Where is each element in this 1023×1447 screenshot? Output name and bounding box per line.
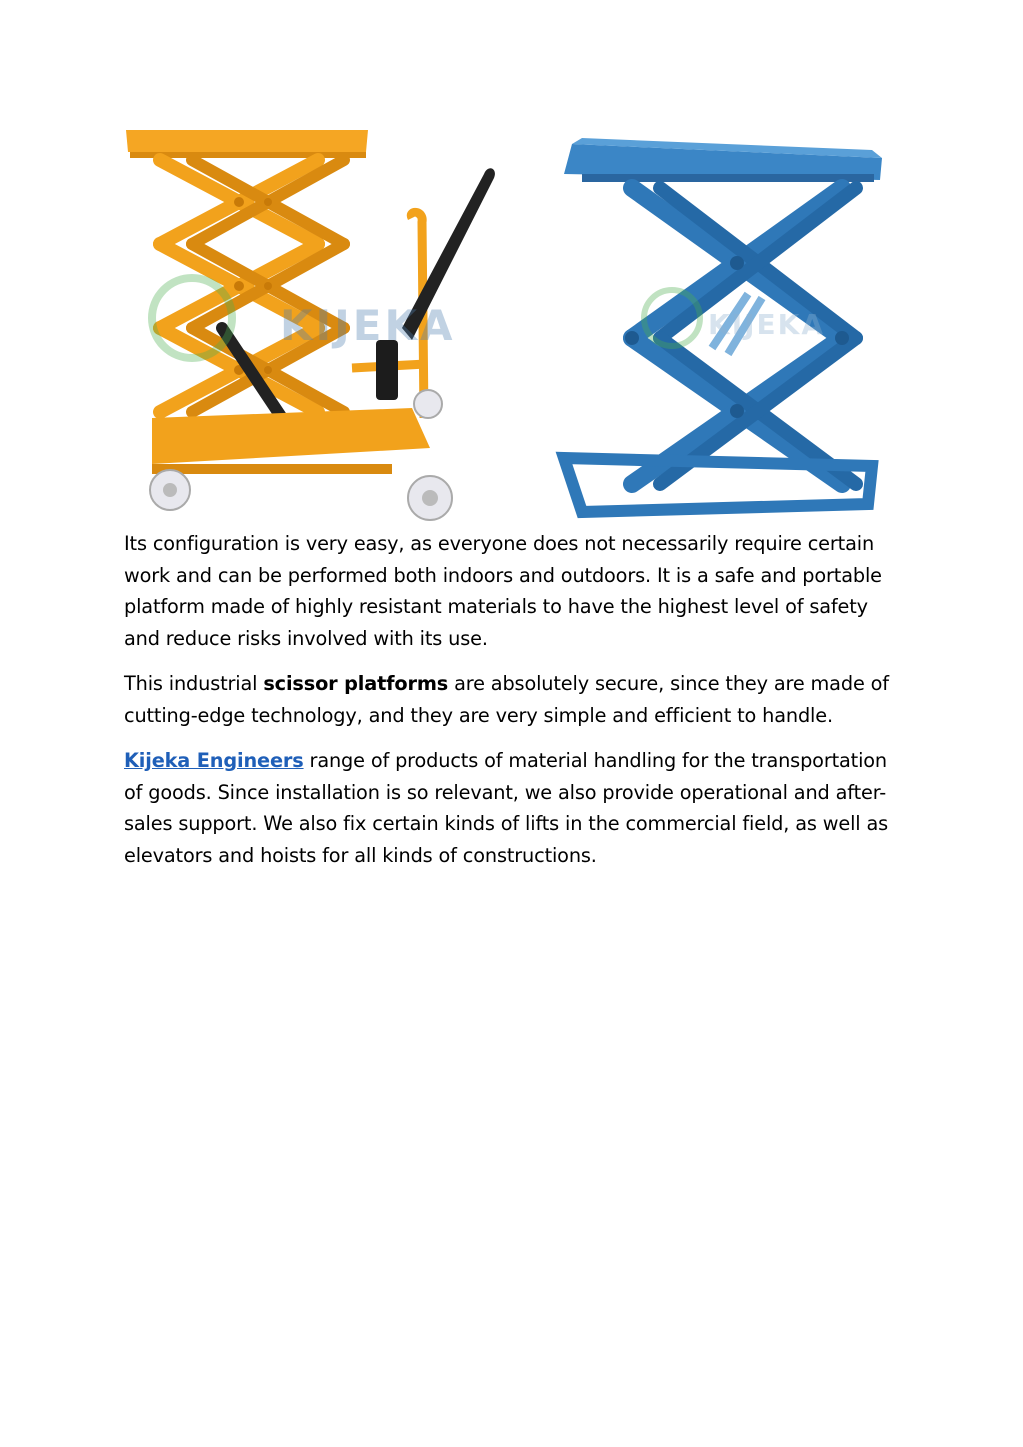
watermark-kijeka-right: KIJEKA: [708, 308, 826, 341]
watermark-kijeka-left: KIJEKA: [280, 301, 456, 350]
p3-text-after: range of products of material handling for the transportation of goods. Since installation is so relevant, we also provide operational and after-sales support. We also fix certain kinds of lifts in the commercial field, as well as elevators and hoists for all kinds of constructions.: [124, 749, 889, 867]
yellow-scissor-lift-image: [126, 130, 495, 520]
body-text: [124, 528, 904, 885]
kijeka-engineers-link[interactable]: Kijeka Engineers: [124, 749, 304, 772]
scissor-platforms-bold: scissor platforms: [263, 672, 449, 695]
p2-text-before: This industrial: [124, 672, 264, 695]
paragraph-kijeka-engineers: [124, 745, 904, 871]
blue-scissor-lift-image: [564, 138, 882, 512]
product-images: [112, 118, 902, 528]
paragraph-configuration: Its configuration is very easy, as everyone does not necessarily require certain work and can be performed both indoors and outdoors. It is a safe and portable platform made of highly resistant materials to have the highest level of safety and reduce risks involved with its use.: [124, 532, 882, 650]
p2-text-after: are absolutely secure, since they are made of cutting-edge technology, and they are very simple and efficient to handle.: [124, 672, 889, 727]
paragraph-scissor-platforms: [124, 668, 904, 731]
